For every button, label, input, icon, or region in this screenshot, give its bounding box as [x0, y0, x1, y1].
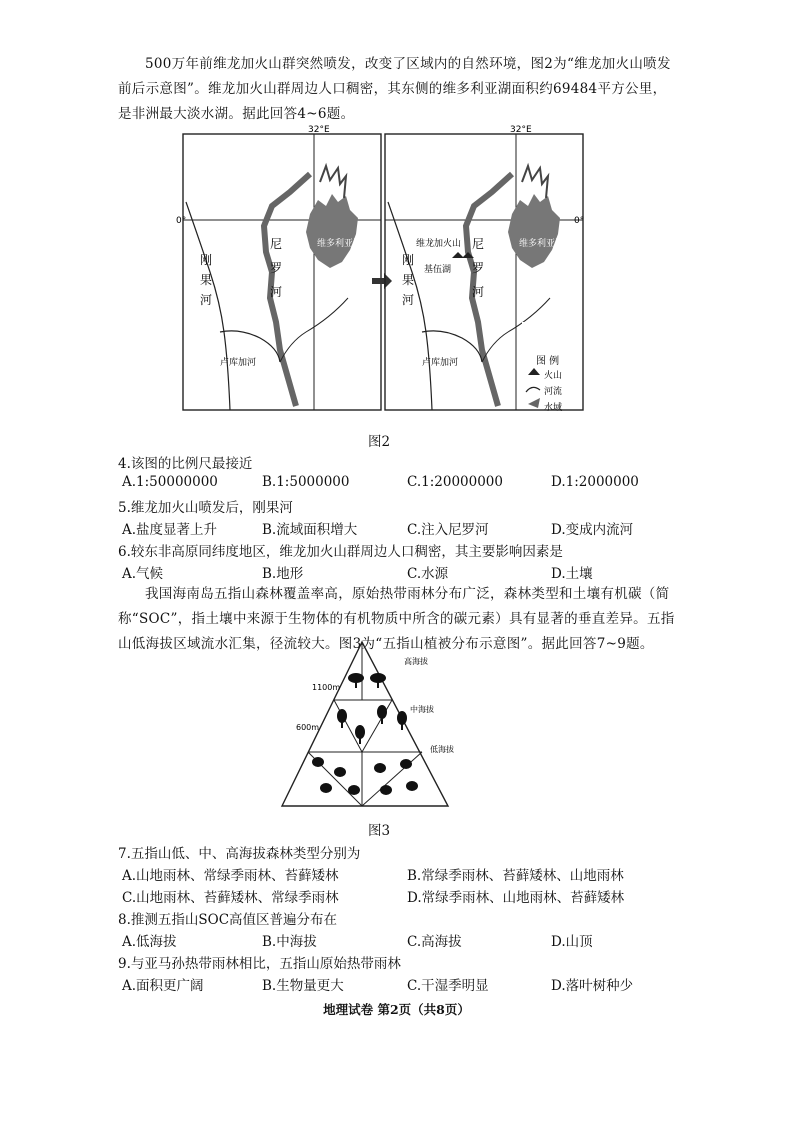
- q7-option-a[interactable]: A.山地雨林、常绿季雨林、苔藓矮林: [122, 868, 339, 884]
- q4-option-d[interactable]: D.1:2000000: [551, 474, 639, 490]
- label-high-altitude: 高海拔: [404, 657, 428, 666]
- legend-water: 水域: [544, 403, 563, 413]
- question-6-stem: 6.较东非高原同纬度地区，维龙加火山群周边人口稠密，其主要影响因素是: [118, 544, 563, 560]
- q7-option-c[interactable]: C.山地雨林、苔藓矮林、常绿季雨林: [122, 890, 339, 906]
- legend-volcano: 火山: [544, 371, 563, 381]
- figure-2-caption: 图2: [368, 434, 391, 450]
- q9-option-d[interactable]: D.落叶树种少: [551, 978, 634, 994]
- q8-option-b[interactable]: B.中海拔: [262, 934, 317, 950]
- q4-option-c[interactable]: C.1:20000000: [407, 474, 503, 490]
- q8-option-a[interactable]: A.低海拔: [122, 934, 177, 950]
- figure-3-caption: 图3: [368, 823, 391, 839]
- q4-option-b[interactable]: B.1:5000000: [262, 474, 350, 490]
- volcano-icon: [462, 252, 474, 258]
- question-4-stem: 4.该图的比例尺最接近: [118, 456, 253, 472]
- legend-title: 图 例: [536, 356, 560, 367]
- congo-label-r1: 刚: [402, 253, 415, 267]
- lake-label-left: 维多利亚湖: [317, 239, 363, 249]
- volcano-label: 维龙加火山: [416, 239, 462, 249]
- nile-label-r2: 罗: [472, 261, 485, 275]
- question-9-stem: 9.与亚马孙热带雨林相比，五指山原始热带雨林: [118, 956, 401, 972]
- monsoon-forest-icon: [312, 757, 418, 795]
- page-footer: 地理试卷 第2页（共8页）: [323, 1002, 470, 1017]
- congo-label-1: 刚: [200, 253, 213, 267]
- q5-option-a[interactable]: A.盐度显著上升: [122, 522, 218, 538]
- label-1100m: 1100m: [312, 683, 341, 692]
- label-mid-altitude: 中海拔: [410, 705, 434, 714]
- nile-label-r1: 尼: [472, 237, 485, 251]
- question-8-stem: 8.推测五指山SOC高值区普遍分布在: [118, 912, 338, 928]
- q8-option-d[interactable]: D.山顶: [551, 934, 593, 950]
- congo-label-2: 果: [200, 273, 213, 287]
- lake-label-right: 维多利亚湖: [519, 239, 565, 249]
- arrow-icon: [372, 273, 392, 289]
- q7-option-b[interactable]: B.常绿季雨林、苔藓矮林、山地雨林: [407, 868, 624, 884]
- q9-option-c[interactable]: C.干湿季明显: [407, 978, 489, 994]
- moss-forest-icon: [348, 673, 386, 688]
- q7-option-d[interactable]: D.常绿季雨林、山地雨林、苔藓矮林: [407, 890, 625, 906]
- q4-option-a[interactable]: A.1:50000000: [122, 474, 218, 490]
- nile-label-3: 河: [270, 285, 283, 299]
- nile-label-1: 尼: [270, 237, 283, 251]
- q5-option-b[interactable]: B.流域面积增大: [262, 522, 358, 538]
- nile-label-r3: 河: [472, 285, 485, 299]
- q9-option-a[interactable]: A.面积更广阔: [122, 978, 204, 994]
- lake-kivu-label: 基伍湖: [424, 265, 452, 275]
- volcano-icon: [452, 252, 464, 258]
- meridian-label-right: 32°E: [510, 125, 532, 135]
- nile-label-2: 罗: [270, 261, 283, 275]
- q6-option-a[interactable]: A.气候: [122, 566, 164, 582]
- q5-option-c[interactable]: C.注入尼罗河: [407, 522, 489, 538]
- q6-option-d[interactable]: D.土壤: [551, 566, 593, 582]
- q6-option-c[interactable]: C.水源: [407, 566, 449, 582]
- equator-label-right: 0°: [574, 216, 585, 226]
- lualaba-label-right: 卢库加河: [422, 358, 459, 368]
- q6-option-b[interactable]: B.地形: [262, 566, 304, 582]
- equator-label-left: 0°: [176, 216, 187, 226]
- lualaba-label-left: 卢库加河: [220, 358, 257, 368]
- question-5-stem: 5.维龙加火山喷发后，刚果河: [118, 500, 293, 516]
- legend-river: 河流: [544, 387, 563, 397]
- congo-label-r2: 果: [402, 273, 415, 287]
- intro-paragraph-1: 500万年前维龙加火山群突然喷发，改变了区域内的自然环境，图2为“维龙加火山喷发前后示意图”。维龙加火山群周边人口稠密，其东侧的维多利亚湖面积约69484平方公里，是非洲最大淡水湖。据此回答4~6题。: [118, 56, 671, 122]
- figure-2-maps: [176, 122, 600, 422]
- question-7-stem: 7.五指山低、中、高海拔森林类型分别为: [118, 846, 361, 862]
- congo-label-3: 河: [200, 293, 213, 307]
- label-600m: 600m: [296, 723, 320, 732]
- figure-3-pyramid: [270, 640, 470, 810]
- q9-option-b[interactable]: B.生物量更大: [262, 978, 344, 994]
- label-low-altitude: 低海拔: [430, 745, 454, 754]
- q5-option-d[interactable]: D.变成内流河: [551, 522, 634, 538]
- congo-label-r3: 河: [402, 293, 415, 307]
- q8-option-c[interactable]: C.高海拔: [407, 934, 462, 950]
- intro-paragraph-2: 我国海南岛五指山森林覆盖率高，原始热带雨林分布广泛，森林类型和土壤有机碳（简称“SOC”，指土壤中来源于生物体的有机物质中所含的碳元素）具有显著的垂直差异。五指山低海拔区域流水汇集，径流较大。图3为“五指山植被分布示意图”。据此回答7~9题。: [118, 586, 675, 652]
- meridian-label-left: 32°E: [308, 125, 330, 135]
